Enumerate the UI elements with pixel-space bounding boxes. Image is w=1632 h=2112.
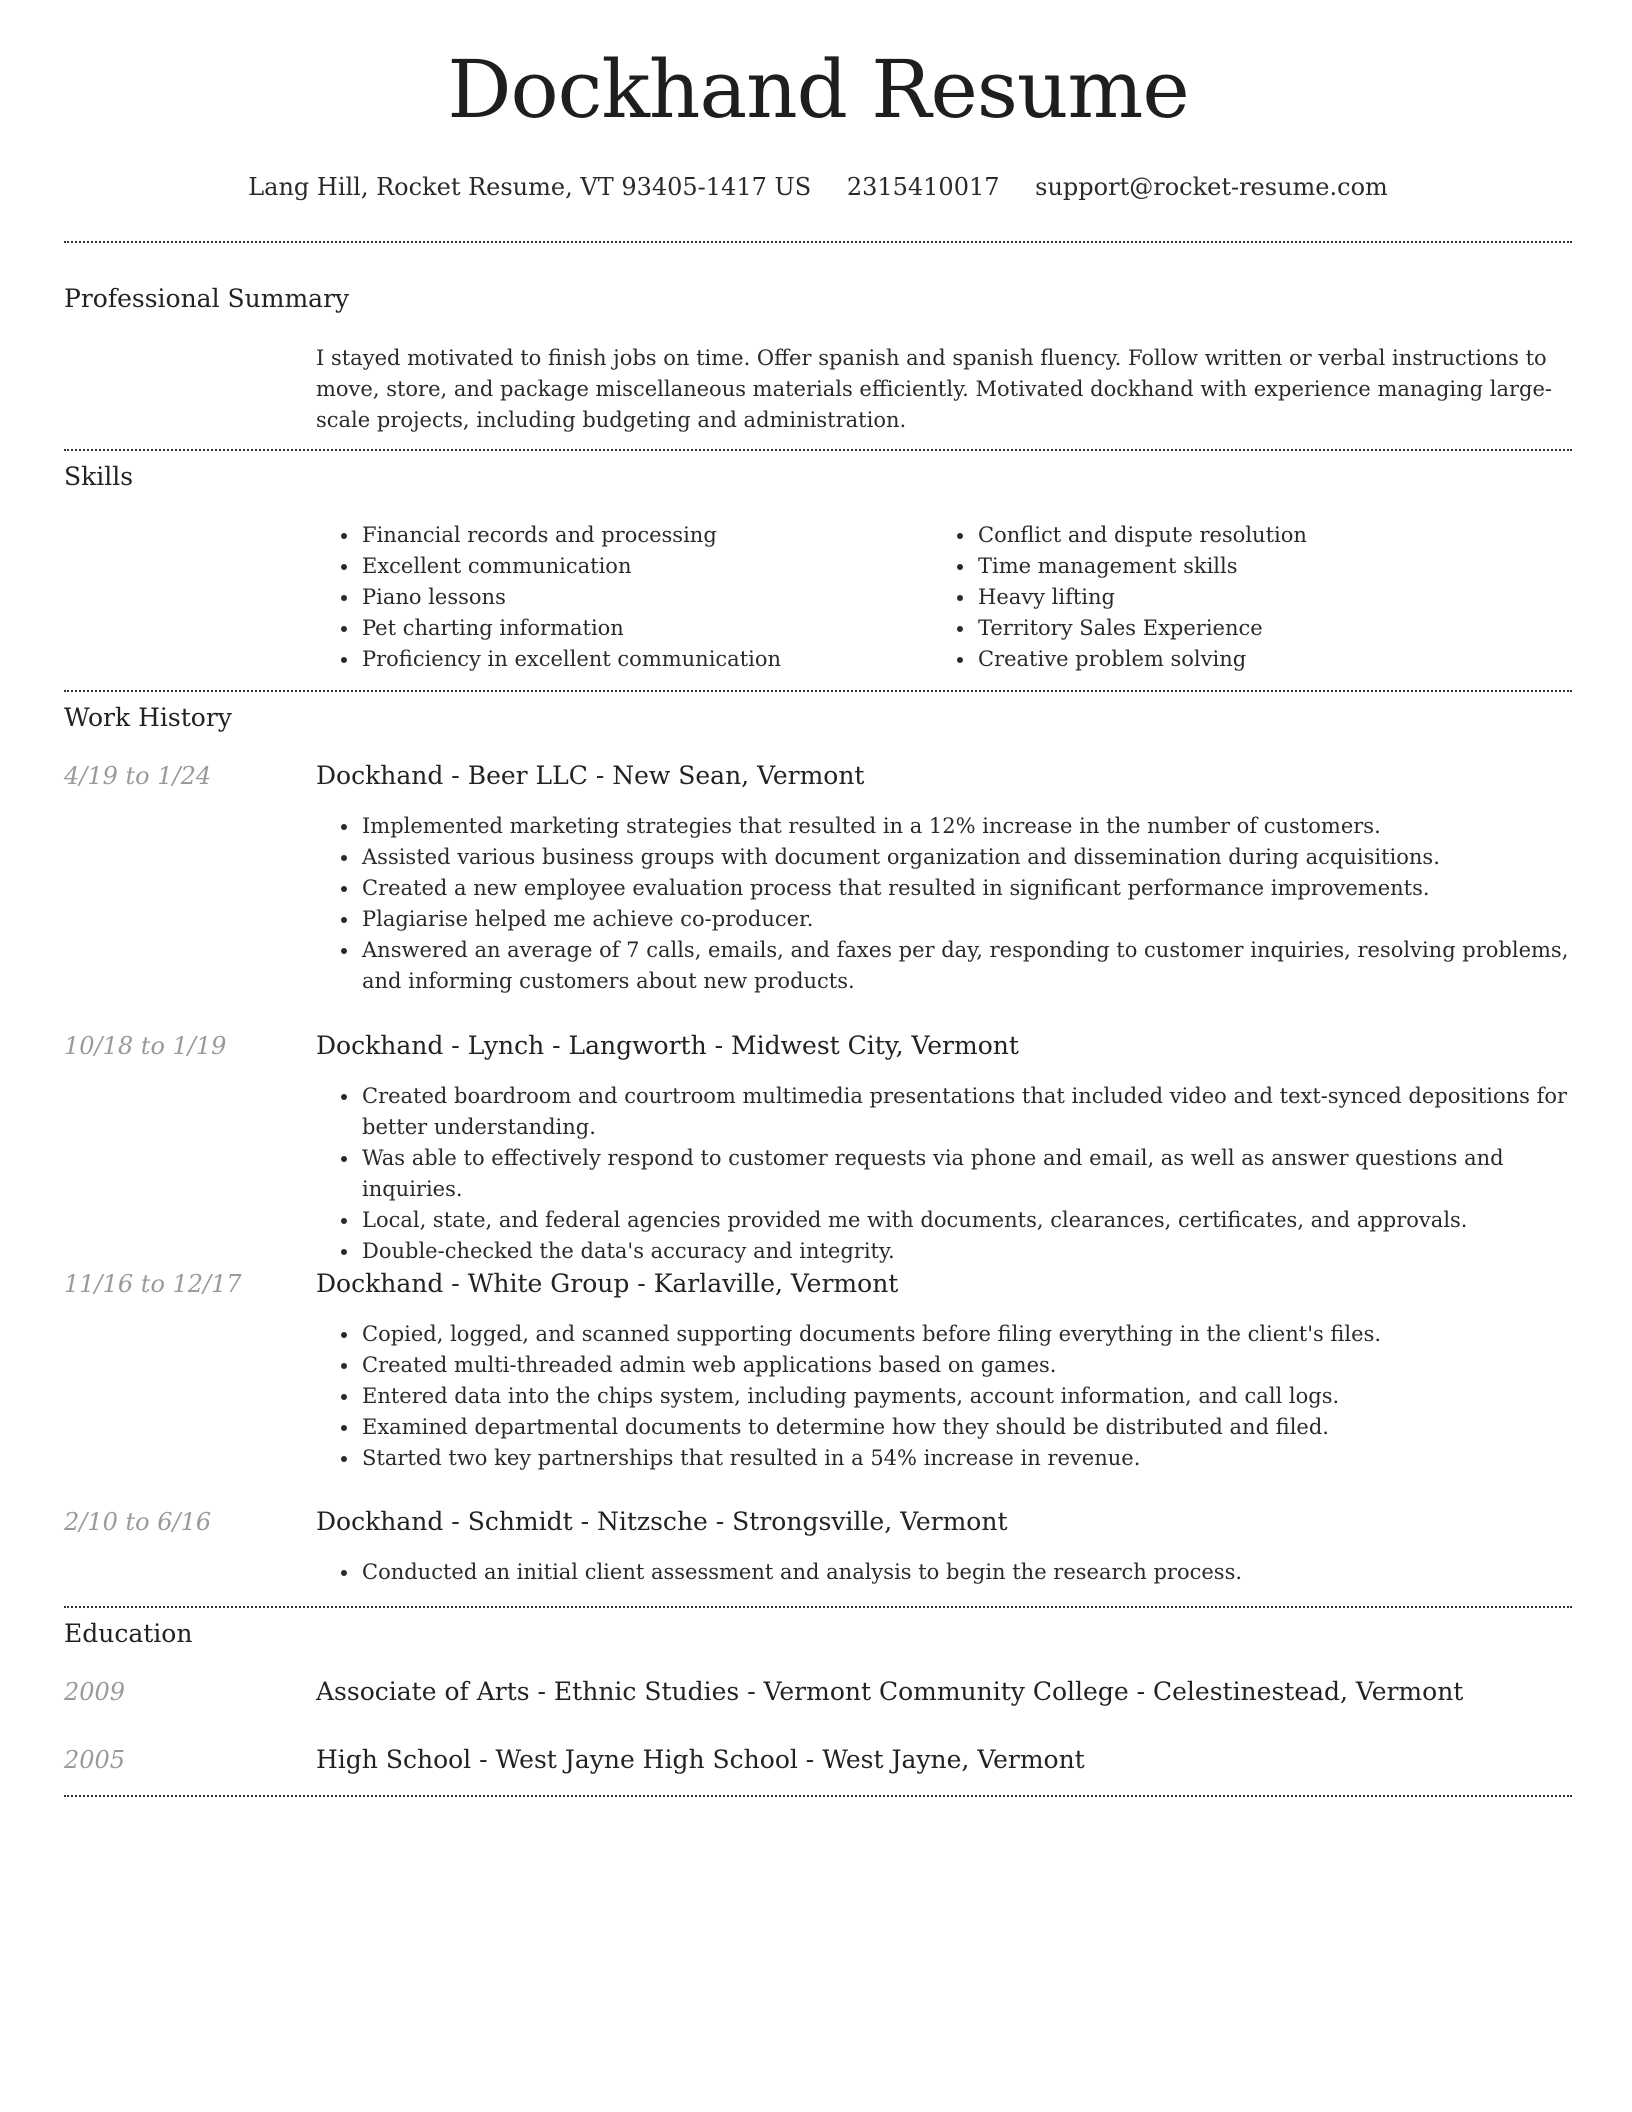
skill-item: • Pet charting information [360, 613, 920, 644]
job-heading: Dockhand - Lynch - Langworth - Midwest City, Vermont [316, 1031, 1019, 1060]
education-heading: Associate of Arts - Ethnic Studies - Vermont Community College - Celestinestead, Vermont [316, 1677, 1464, 1706]
education-year: 2009 [64, 1678, 126, 1706]
job-bullet: • Created multi-threaded admin web applications based on games. [360, 1350, 1610, 1381]
job-heading: Dockhand - Beer LLC - New Sean, Vermont [316, 761, 865, 790]
resume-title: Dockhand Resume [447, 43, 1189, 136]
summary-text: I stayed motivated to finish jobs on time. Offer spanish and spanish fluency. Follow written or verbal instructions to move, store, and package miscellaneous materials efficiently. Motivated dockhand with experience managing large-scale projects, including budgeting and administration. [316, 346, 1552, 432]
job-bullet: • Local, state, and federal agencies provided me with documents, clearances, certificates, and approvals. [360, 1205, 1610, 1236]
education-year: 2005 [64, 1746, 126, 1774]
contact-address: Lang Hill, Rocket Resume, VT 93405-1417 US [248, 173, 812, 201]
skill-item: • Conflict and dispute resolution [976, 520, 1576, 551]
job-bullet: • Answered an average of 7 calls, emails, and faxes per day, responding to customer inquiries, resolving problems, and informing customers about new products. [360, 935, 1610, 997]
section-title-work: Work History [64, 703, 232, 732]
skill-item: • Heavy lifting [976, 582, 1576, 613]
job-bullet: • Started two key partnerships that resulted in a 54% increase in revenue. [360, 1443, 1610, 1474]
contact-line [64, 173, 1572, 201]
job-heading: Dockhand - White Group - Karlaville, Vermont [316, 1269, 899, 1298]
job-dates: 4/19 to 1/24 [64, 762, 212, 790]
education-heading: High School - West Jayne High School - West Jayne, Vermont [316, 1745, 1085, 1774]
job-bullets [316, 1081, 1610, 1267]
job-bullet: • Double-checked the data's accuracy and integrity. [360, 1236, 1610, 1267]
section-title-skills: Skills [64, 462, 134, 491]
job-heading: Dockhand - Schmidt - Nitzsche - Strongsville, Vermont [316, 1507, 1008, 1536]
skill-item: • Financial records and processing [360, 520, 920, 551]
section-title-education: Education [64, 1619, 193, 1648]
job-bullets [316, 1319, 1610, 1474]
job-bullet: • Entered data into the chips system, including payments, account information, and call logs. [360, 1381, 1610, 1412]
skill-item: • Excellent communication [360, 551, 920, 582]
skill-item: • Territory Sales Experience [976, 613, 1576, 644]
skills-list-right [932, 520, 1576, 675]
divider [64, 1606, 1572, 1608]
job-dates: 2/10 to 6/16 [64, 1508, 212, 1536]
divider [64, 449, 1572, 451]
skills-list-left [316, 520, 920, 675]
divider [64, 690, 1572, 692]
job-bullet: • Was able to effectively respond to customer requests via phone and email, as well as answer questions and inquiries. [360, 1143, 1610, 1205]
contact-email[interactable]: support@rocket-resume.com [1035, 173, 1388, 201]
skill-item: • Proficiency in excellent communication [360, 644, 920, 675]
skill-item: • Creative problem solving [976, 644, 1576, 675]
job-bullet: • Conducted an initial client assessment and analysis to begin the research process. [360, 1557, 1610, 1588]
job-bullet: • Implemented marketing strategies that resulted in a 12% increase in the number of customers. [360, 811, 1610, 842]
section-title-summary: Professional Summary [64, 284, 350, 313]
job-bullet: • Assisted various business groups with document organization and dissemination during acquisitions. [360, 842, 1610, 873]
divider [64, 241, 1572, 243]
job-dates: 11/16 to 12/17 [64, 1270, 242, 1298]
job-dates: 10/18 to 1/19 [64, 1032, 227, 1060]
job-bullets [316, 1557, 1610, 1588]
job-bullet: • Created a new employee evaluation process that resulted in significant performance improvements. [360, 873, 1610, 904]
job-bullet: • Examined departmental documents to determine how they should be distributed and filed. [360, 1412, 1610, 1443]
job-bullet: • Copied, logged, and scanned supporting documents before filing everything in the client's files. [360, 1319, 1610, 1350]
job-bullet: • Plagiarise helped me achieve co-producer. [360, 904, 1610, 935]
job-bullets [316, 811, 1610, 997]
divider [64, 1795, 1572, 1797]
contact-phone: 2315410017 [846, 173, 1000, 201]
skill-item: • Piano lessons [360, 582, 920, 613]
job-bullet: • Created boardroom and courtroom multimedia presentations that included video and text-synced depositions for better understanding. [360, 1081, 1610, 1143]
skill-item: • Time management skills [976, 551, 1576, 582]
